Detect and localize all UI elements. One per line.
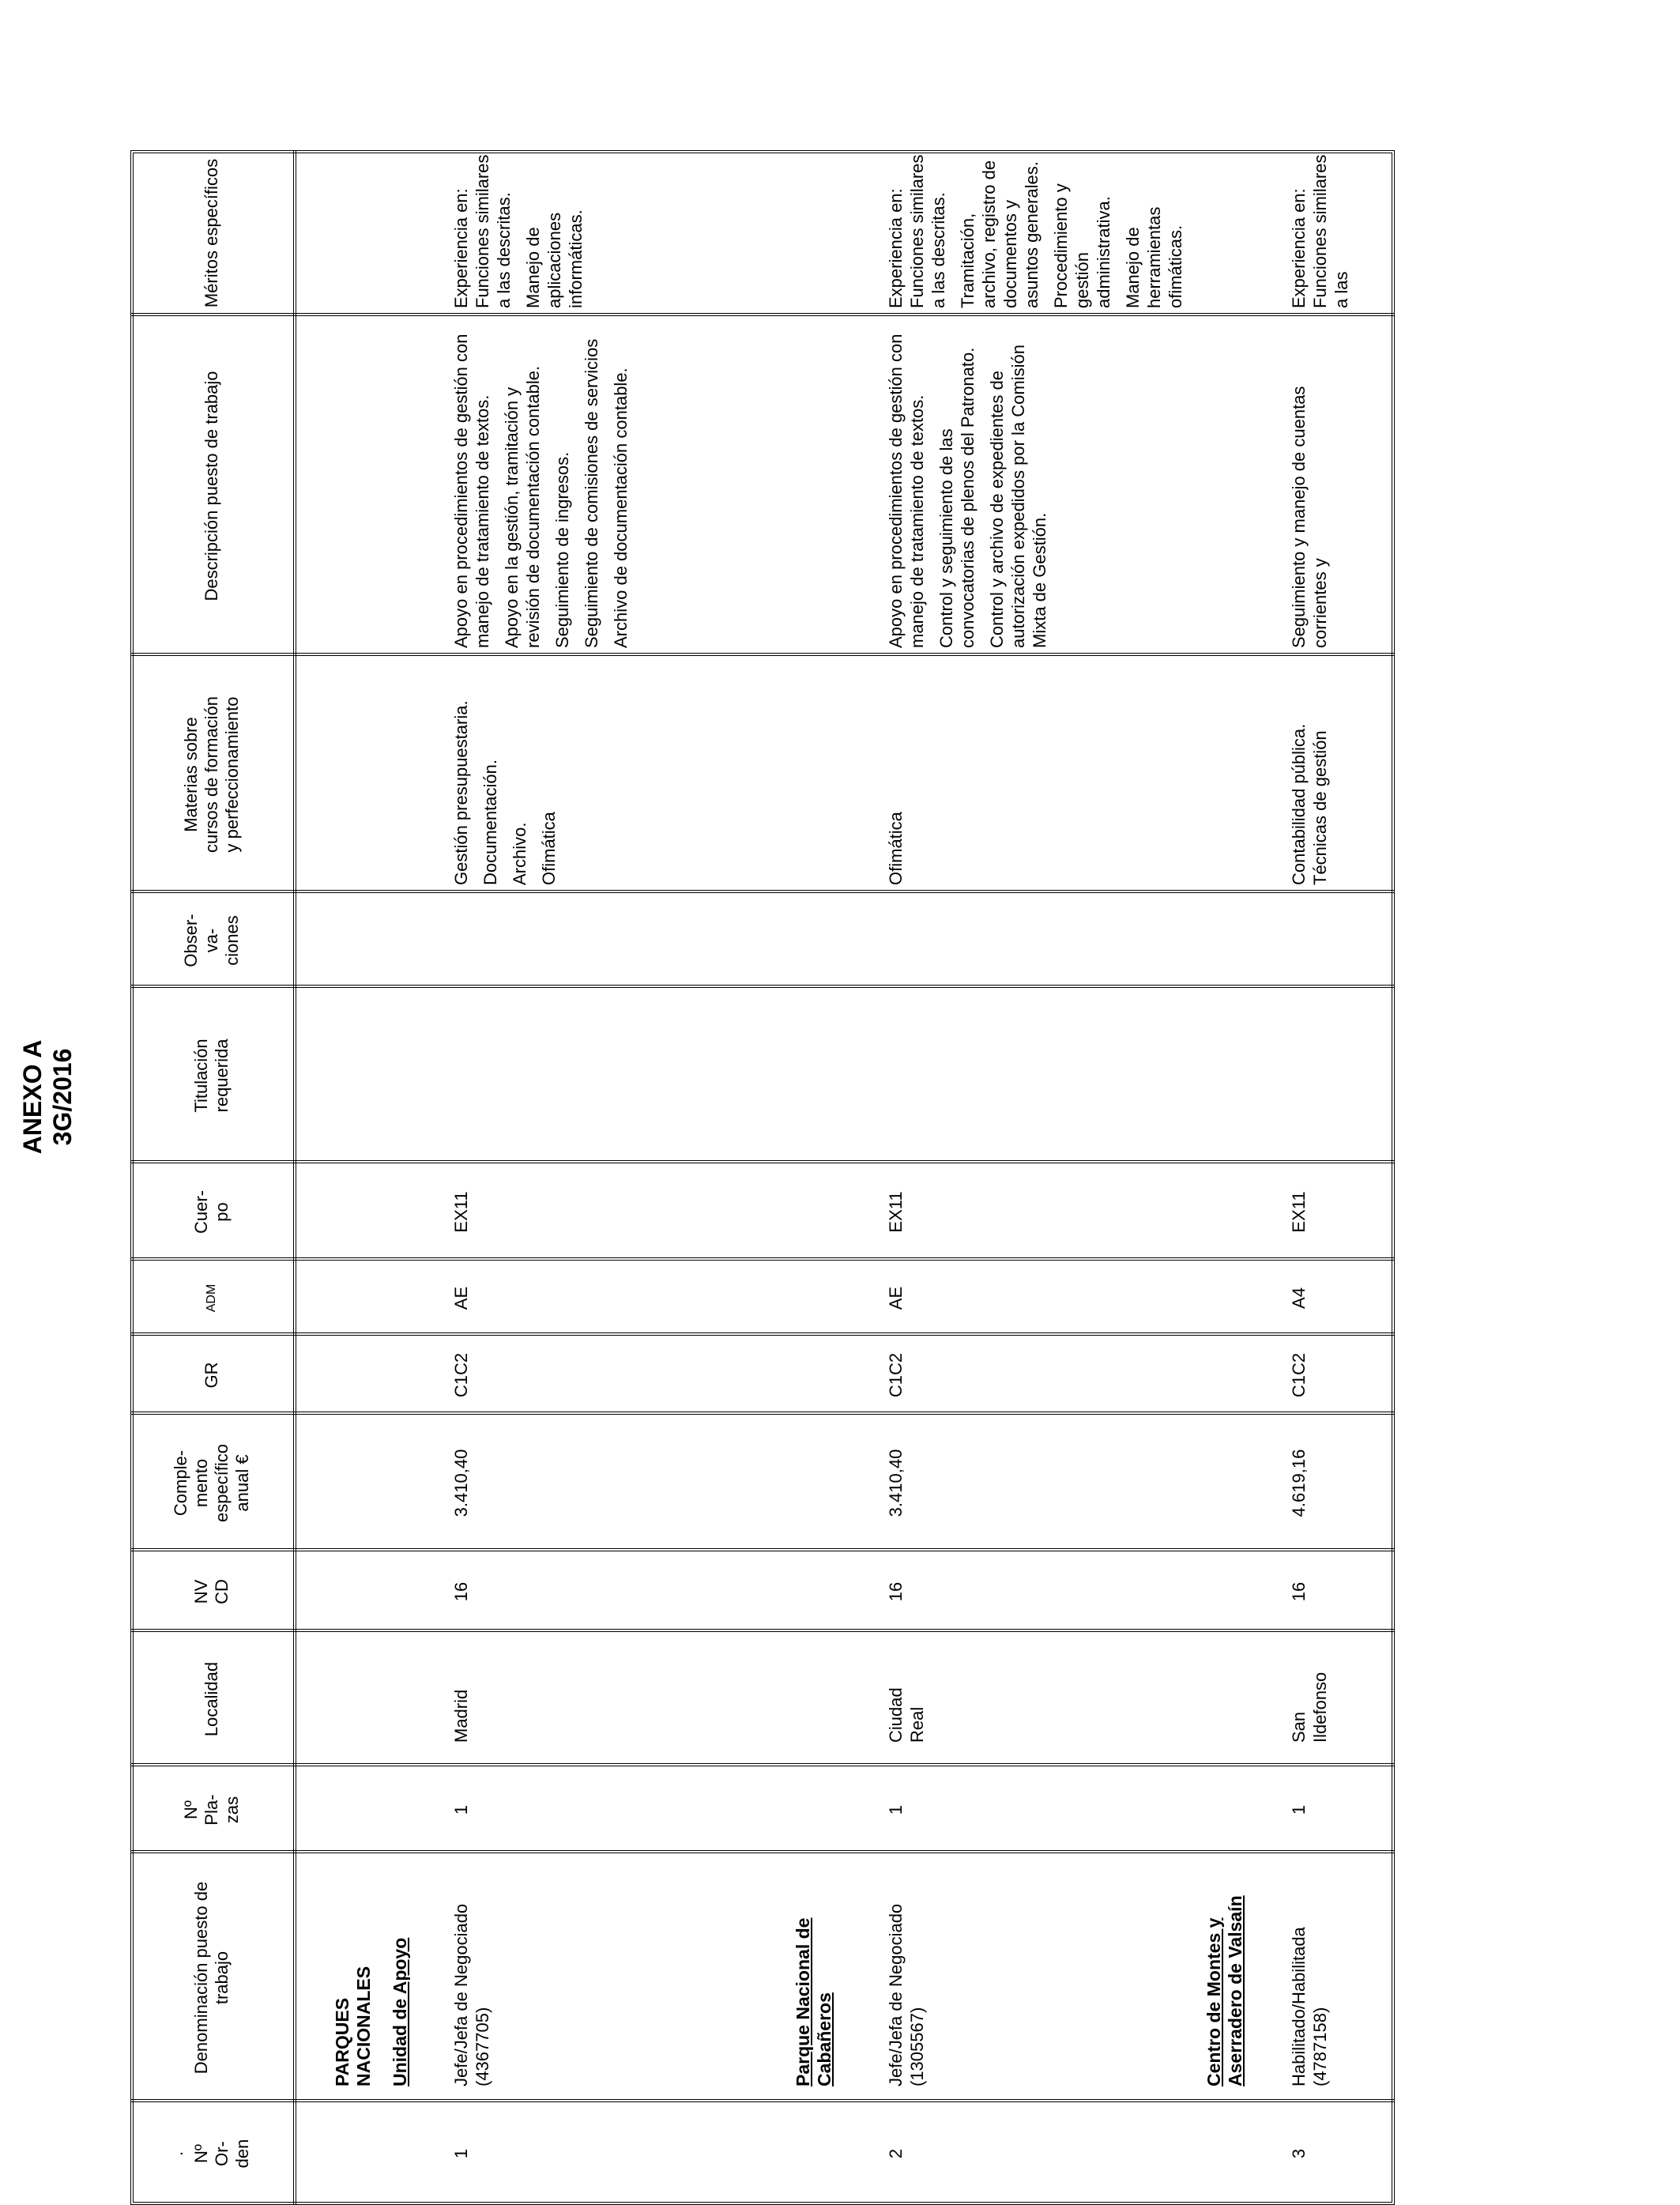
header-divider xyxy=(293,150,296,2205)
row-3-descripcion: Seguimiento y manejo de cuentas corrientes y xyxy=(1289,386,1330,648)
row-2-nivel: 16 xyxy=(886,1581,906,1602)
col-divider xyxy=(130,985,1395,988)
row-2-localidad: Ciudad Real xyxy=(886,1687,927,1743)
header-cuerpo: Cuer- po xyxy=(191,1190,232,1234)
row-2-meritos: Experiencia en: Funciones similares a las descritas. Tramitación, archivo, registro de documentos y asuntos generales. Procedimiento y gestión administrativa. Manejo de herramientas ofimáticas. xyxy=(886,154,1185,308)
row-3-orden: 3 xyxy=(1289,2148,1309,2159)
col-divider xyxy=(130,1160,1395,1163)
row-3-materias: Contabilidad pública. Técnicas de gestión xyxy=(1289,723,1330,885)
row-3-denominacion: Habilitado/Habilitada (4787158) xyxy=(1289,1927,1330,2086)
header-denominacion: Denominación puesto de trabajo xyxy=(191,1881,232,2075)
header-descripcion: Descripción puesto de trabajo xyxy=(202,371,221,601)
section-unidad-apoyo: Unidad de Apoyo xyxy=(390,1937,410,2086)
job-table xyxy=(130,150,1395,2205)
row-3-cuerpo: EX11 xyxy=(1289,1191,1309,1233)
row-3-meritos: Experiencia en: Funciones similares a las xyxy=(1289,154,1351,308)
col-divider xyxy=(130,1257,1395,1261)
header-localidad: Localidad xyxy=(202,1661,221,1737)
row-1-materias: Gestión presupuestaria. Documentación. Archivo. Ofimática xyxy=(451,700,559,885)
section-parques-nacionales: PARQUES NACIONALES xyxy=(332,1966,374,2086)
row-3-nivel: 16 xyxy=(1289,1581,1309,1602)
row-3-adm: A4 xyxy=(1289,1287,1309,1309)
header-orden: · Nº Or- den xyxy=(171,2139,252,2169)
col-divider xyxy=(130,313,1395,316)
header-meritos: Méritos específicos xyxy=(202,158,221,308)
row-3-gr: C1C2 xyxy=(1289,1352,1309,1398)
row-1-adm: AE xyxy=(451,1286,471,1310)
row-1-gr: C1C2 xyxy=(451,1352,471,1398)
header-plazas: Nº Pla- zas xyxy=(181,1794,242,1826)
col-divider xyxy=(130,1763,1395,1766)
row-1-orden: 1 xyxy=(451,2148,471,2159)
col-divider xyxy=(130,1412,1395,1415)
annex-title: ANEXO A xyxy=(18,1039,47,1155)
section-parque-cabaneros: Parque Nacional de Cabañeros xyxy=(793,1917,834,2086)
row-1-localidad: Madrid xyxy=(451,1689,471,1743)
row-1-nivel: 16 xyxy=(451,1581,471,1602)
annex-code: 3G/2016 xyxy=(48,1048,77,1146)
row-1-denominacion: Jefe/Jefa de Negociado (4367705) xyxy=(451,1903,492,2086)
row-1-complemento: 3.410,40 xyxy=(451,1449,471,1517)
row-1-cuerpo: EX11 xyxy=(451,1191,471,1233)
row-2-plazas: 1 xyxy=(886,1804,906,1815)
header-materias: Materias sobre cursos de formación y perfeccionamiento xyxy=(181,695,242,854)
col-divider xyxy=(130,1850,1395,1853)
row-2-adm: AE xyxy=(886,1286,906,1310)
row-1-descripcion: Apoyo en procedimientos de gestión con manejo de tratamiento de textos. Apoyo en la gestión, tramitación y revisión de documentación contable. Seguimiento de ingresos. Seguimiento de comisiones de servicios Archivo de documentación contable. xyxy=(451,334,631,648)
section-centro-valsain: Centro de Montes y Aserradero de Valsaín xyxy=(1203,1895,1245,2086)
col-divider xyxy=(130,2099,1395,2102)
col-divider xyxy=(130,653,1395,656)
header-nivel: NV CD xyxy=(191,1579,232,1604)
row-2-materias: Ofimática xyxy=(886,812,906,885)
row-2-complemento: 3.410,40 xyxy=(886,1449,906,1517)
col-divider xyxy=(130,1548,1395,1551)
row-3-plazas: 1 xyxy=(1289,1804,1309,1815)
header-gr: GR xyxy=(202,1362,221,1389)
row-1-meritos: Experiencia en: Funciones similares a las descritas. Manejo de aplicaciones informáticas. xyxy=(451,154,586,308)
row-3-complemento: 4.619,16 xyxy=(1289,1449,1309,1517)
header-complemento: Comple- mento específico anual € xyxy=(171,1443,252,1523)
col-divider xyxy=(130,890,1395,893)
col-divider xyxy=(130,1629,1395,1632)
row-2-gr: C1C2 xyxy=(886,1352,906,1398)
page-title xyxy=(17,1040,77,1155)
header-titulacion: Titulación requerida xyxy=(191,1038,232,1113)
header-adm: ADM xyxy=(205,1283,218,1313)
row-1-plazas: 1 xyxy=(451,1804,471,1815)
col-divider xyxy=(130,1332,1395,1336)
row-2-denominacion: Jefe/Jefa de Negociado (1305567) xyxy=(886,1903,927,2086)
header-observaciones: Obser- va- ciones xyxy=(181,914,242,967)
row-3-localidad: San Ildefonso xyxy=(1289,1672,1330,1743)
row-2-cuerpo: EX11 xyxy=(886,1191,906,1233)
row-2-orden: 2 xyxy=(886,2148,906,2159)
row-2-descripcion: Apoyo en procedimientos de gestión con manejo de tratamiento de textos. Control y seguimiento de las convocatorias de plenos del Patronato. Control y archivo de expedientes de autorización expedidos por la Comisión Mixta de Gestión. xyxy=(886,334,1049,648)
